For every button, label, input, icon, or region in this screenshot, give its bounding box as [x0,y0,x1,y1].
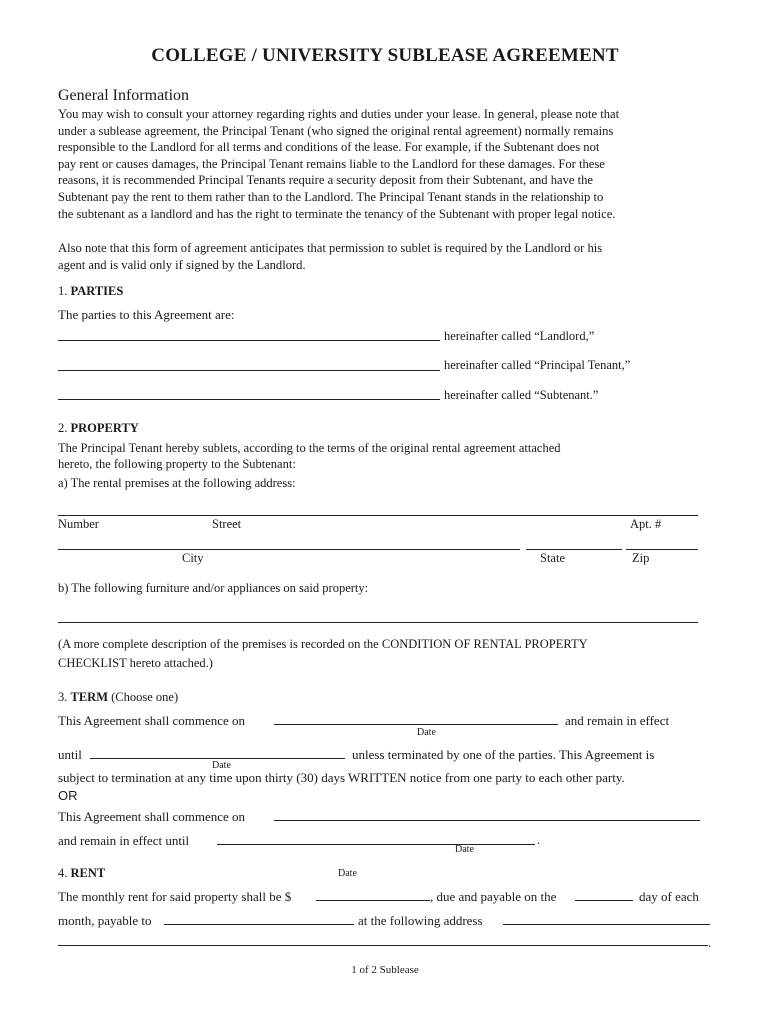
paragraph-line: Subtenant pay the rent to them rather than to the Landlord. The Principal Tenant stands in the relationship to [58,189,604,204]
parties-heading [58,284,123,299]
term-remain-label: and remain in effect [565,713,670,728]
rent-amount-field[interactable] [316,900,430,901]
term-unless-label: unless terminated by one of the parties. This Agreement is [352,747,655,762]
paragraph-line: the subtenant as a landlord and has the right to terminate the tenancy of the Subtenant with proper legal notice. [58,206,616,221]
state-field[interactable] [526,549,622,550]
section-number: 2. [58,421,68,435]
rental-address-label: a) The rental premises at the following address: [58,476,296,490]
payment-address-field-2[interactable] [58,945,708,946]
due-label: , due and payable on the [430,889,557,904]
date-caption: Date [338,868,357,879]
period: . [537,832,541,847]
term-end-date-field[interactable] [90,758,345,759]
payment-address-field[interactable] [503,924,710,925]
paragraph-line: Also note that this form of agreement anticipates that permission to sublet is required by the Landlord or his [58,241,603,255]
property-heading [58,421,139,436]
payee-field[interactable] [164,924,354,925]
term-remain2-label: and remain in effect until [58,833,190,848]
document-title: COLLEGE / UNIVERSITY SUBLEASE AGREEMENT [151,45,619,66]
subtenant-label: hereinafter called “Subtenant.” [444,388,599,402]
section-number: 4. [58,866,68,880]
section-number: 1. [58,284,68,298]
due-day-field[interactable] [575,900,633,901]
paragraph-line: pay rent or causes damages, the Principal Tenant remains liable to the Landlord for these damages. For these [58,156,605,171]
term-start-date-field[interactable] [274,724,558,725]
paragraph-line: under a sublease agreement, the Principal Tenant (who signed the original rental agreement) normally remains [58,123,614,138]
property-note-line: (A more complete description of the premises is recorded on the CONDITION OF RENTAL PROPERTY [58,637,588,651]
term-commence-label: This Agreement shall commence on [58,713,246,728]
date-caption: Date [455,844,474,855]
date-caption: Date [417,727,436,738]
section-title: RENT [70,866,106,880]
subtenant-name-field[interactable] [58,399,440,400]
term2-end-date-field[interactable] [217,844,535,845]
principal-tenant-name-field[interactable] [58,370,440,371]
paragraph-line: agent and is valid only if signed by the Landlord. [58,257,306,272]
month-payable-label: month, payable to [58,913,152,928]
street-label: Street [212,517,242,531]
page-footer: 1 of 2 Sublease [351,964,419,976]
zip-label: Zip [632,551,650,565]
term-commence2-label: This Agreement shall commence on [58,809,246,824]
state-label: State [540,551,565,565]
furniture-label: b) The following furniture and/or appliances on said property: [58,581,369,595]
address-label: at the following address [358,913,483,928]
monthly-rent-label: The monthly rent for said property shall be $ [58,889,292,904]
section-title: TERM [70,690,108,704]
term-until-label: until [58,747,82,762]
end-mark: . [708,935,712,950]
term-choose-label: (Choose one) [111,690,179,704]
section-title: PARTIES [70,284,124,298]
property-text-line: The Principal Tenant hereby sublets, according to the terms of the original rental agreement attached [58,441,561,455]
city-field[interactable] [58,549,520,550]
paragraph-line: You may wish to consult your attorney regarding rights and duties under your lease. In general, please note that [58,107,620,121]
term2-start-date-field[interactable] [274,820,700,821]
city-label: City [182,551,204,565]
apt-label: Apt. # [630,517,662,531]
or-separator: OR [58,788,78,803]
section-number: 3. [58,690,68,704]
paragraph-line: reasons, it is recommended Principal Tenants require a security deposit from their Subtenant, and have the [58,173,594,188]
property-text-line: hereto, the following property to the Subtenant: [58,457,296,471]
date-caption: Date [212,760,231,771]
landlord-label: hereinafter called “Landlord,” [444,329,595,343]
landlord-name-field[interactable] [58,340,440,341]
note-paragraph [58,240,718,273]
term-heading [58,690,178,705]
zip-field[interactable] [626,549,698,550]
rent-heading [58,866,105,881]
section-title: PROPERTY [70,421,139,435]
general-info-heading: General Information [58,87,190,104]
number-label: Number [58,517,99,531]
term-subject-line: subject to termination at any time upon thirty (30) days WRITTEN notice from one party to each other party. [58,770,625,785]
principal-tenant-label: hereinafter called “Principal Tenant,” [444,358,631,372]
property-note-line: CHECKLIST hereto attached.) [58,656,213,670]
street-address-field[interactable] [58,515,698,516]
day-of-each-label: day of each [639,889,699,904]
parties-intro: The parties to this Agreement are: [58,307,235,322]
general-info-paragraph [58,106,718,222]
paragraph-line: responsible to the Landlord for all terms and conditions of the lease. For example, if the Subtenant does not [58,140,600,155]
furniture-field[interactable] [58,622,698,623]
